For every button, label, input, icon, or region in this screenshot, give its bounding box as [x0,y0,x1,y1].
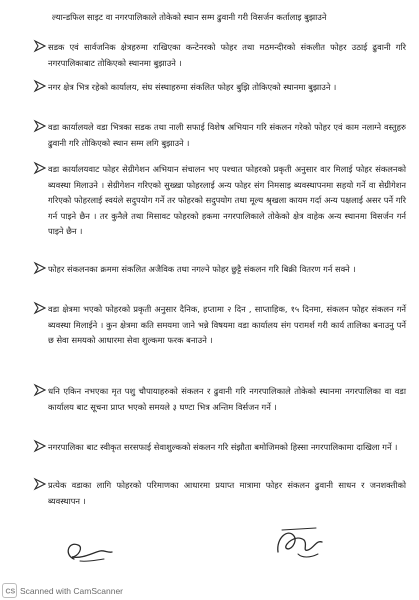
list-item-text: सडक एवं सार्वजनिक क्षेत्रहरुमा राखिएका कन्टेनरको फोहर तथा मठमन्दीरको संकलीत फोहर उठाई ढुवानी गरि नगरपालिकाबाट तोकिएको स्थानमा बुझाउने । [48,42,406,68]
list-item [34,120,406,151]
list-item-text: वडा कार्यालयवाट फोहर सेग्रीगेशन अभियान संचालन भए पश्चात फोहरको प्रकृती अनुसार वार मिलाई फोहर संकलनको ब्यवस्था मिलाउने । सेग्रीगेशन गरिएको सुख्खा फोहरलाई अन्य फोहर संग निमसाइ ब्यवस्थापनमा सहयो गर्ने वा सेग्रीगेशन गरिएको फोहरलाई स्वयंले सदुपयोग गर्ने तर फोहरको सदुपयोग तथा मूल्य श्रृखला कायम गर्दा अन्य पक्षलाई असर पर्ने गरि गर्न पाइने छैन । तर कुनैले तथा मिसावट फोहरको हकमा नगरपालिकाले तोकेको क्षेत्र वाहेक अन्य स्थानमा विसर्जन गर्न पाइने छैन । [48,164,406,236]
list-item [34,162,406,240]
list-item-text: धनि एकिन नभएका मृत पशु चौपायाहरुको संकलन र ढुवानी गरि नगरपालिकाले तोकेको स्थानमा नगरपालिका वा वडा कार्यालय बाट सूचना प्राप्त भएको समयले ३ घण्टा भित्र अन्तिम विर्सजन गर्ने । [48,386,406,412]
intro-line: ल्यान्डफिल साइट वा नगरपालिकाले तोकेको स्थान सम्म ढुवानी गरी विसर्जन कर्तालाइ बुझाउने [52,12,327,22]
list-item [34,478,406,509]
arrow-bullet-icon [34,384,48,398]
scanner-footer [2,583,123,598]
list-item [34,302,406,349]
svg-text:CS: CS [5,588,16,596]
arrow-bullet-icon [34,440,48,454]
list-item [34,40,406,71]
list-item-text: नगर क्षेत्र भित्र रहेको कार्यालय, संघ संस्थाहरुमा संकलित फोहर बुझि तोकिएको स्थानमा बुझाउने । [48,82,337,92]
list-item [34,262,406,278]
signature-left [60,535,120,567]
list-item-text: वडा क्षेत्रमा भएको फोहरको प्रकृती अनुसार दैनिक, हप्तामा २ दिन , साप्ताहिक, १५ दिनमा, संकलन फोहर संकलन गर्ने ब्यवस्था मिलाईने । कुन क्षेत्रमा कति समयमा जाने भन्ने विषयमा वडा कार्यालय संग परामर्श गरी कार्य तालिका बनाउनु पर्ने छ सेवा समयको आधारमा सेवा शुल्कमा फरक बनाउने । [48,304,406,345]
arrow-bullet-icon [34,80,48,94]
list-item [34,80,406,96]
scanner-footer-text: Scanned with CamScanner [20,585,124,596]
arrow-bullet-icon [34,302,48,316]
arrow-bullet-icon [34,40,48,54]
list-item-text: नगरपालिका बाट स्वीकृत सरसफाई सेवाशुल्कको संकलन गरि संझौता बमोजिमको हिस्सा नगरपालिकामा दाखिला गर्ने । [48,442,398,452]
arrow-bullet-icon [34,478,48,492]
arrow-bullet-icon [34,262,48,276]
list-item-text: प्रत्येक वडाका लागि फोहरको परिमाणका आधारमा प्रयाप्त मात्रामा फोहर संकलन ढुवानी साधन र जनशक्तीको ब्यवस्थापन । [48,480,406,506]
list-item [34,440,406,456]
arrow-bullet-icon [34,120,48,134]
signature-right [268,522,332,564]
arrow-bullet-icon [34,162,48,176]
list-item-text: फोहर संकलनका क्रममा संकलित अजैविक तथा नगल्ने फोहर छुट्टै संकलन गरि बिक्री वितरण गर्न सक्ने । [48,264,356,274]
list-item-text: वडा कार्यालयले वडा भित्रका सडक तथा नाली सफाई विशेष अभियान गरि संकलन गरेको फोहर एवं काम नलाग्ने वस्तुहरु ढुवानी गरि तोकिएको स्थान सम्म लगि बुझाउने । [48,122,406,148]
list-item [34,384,406,415]
camscanner-logo-icon [2,583,17,598]
